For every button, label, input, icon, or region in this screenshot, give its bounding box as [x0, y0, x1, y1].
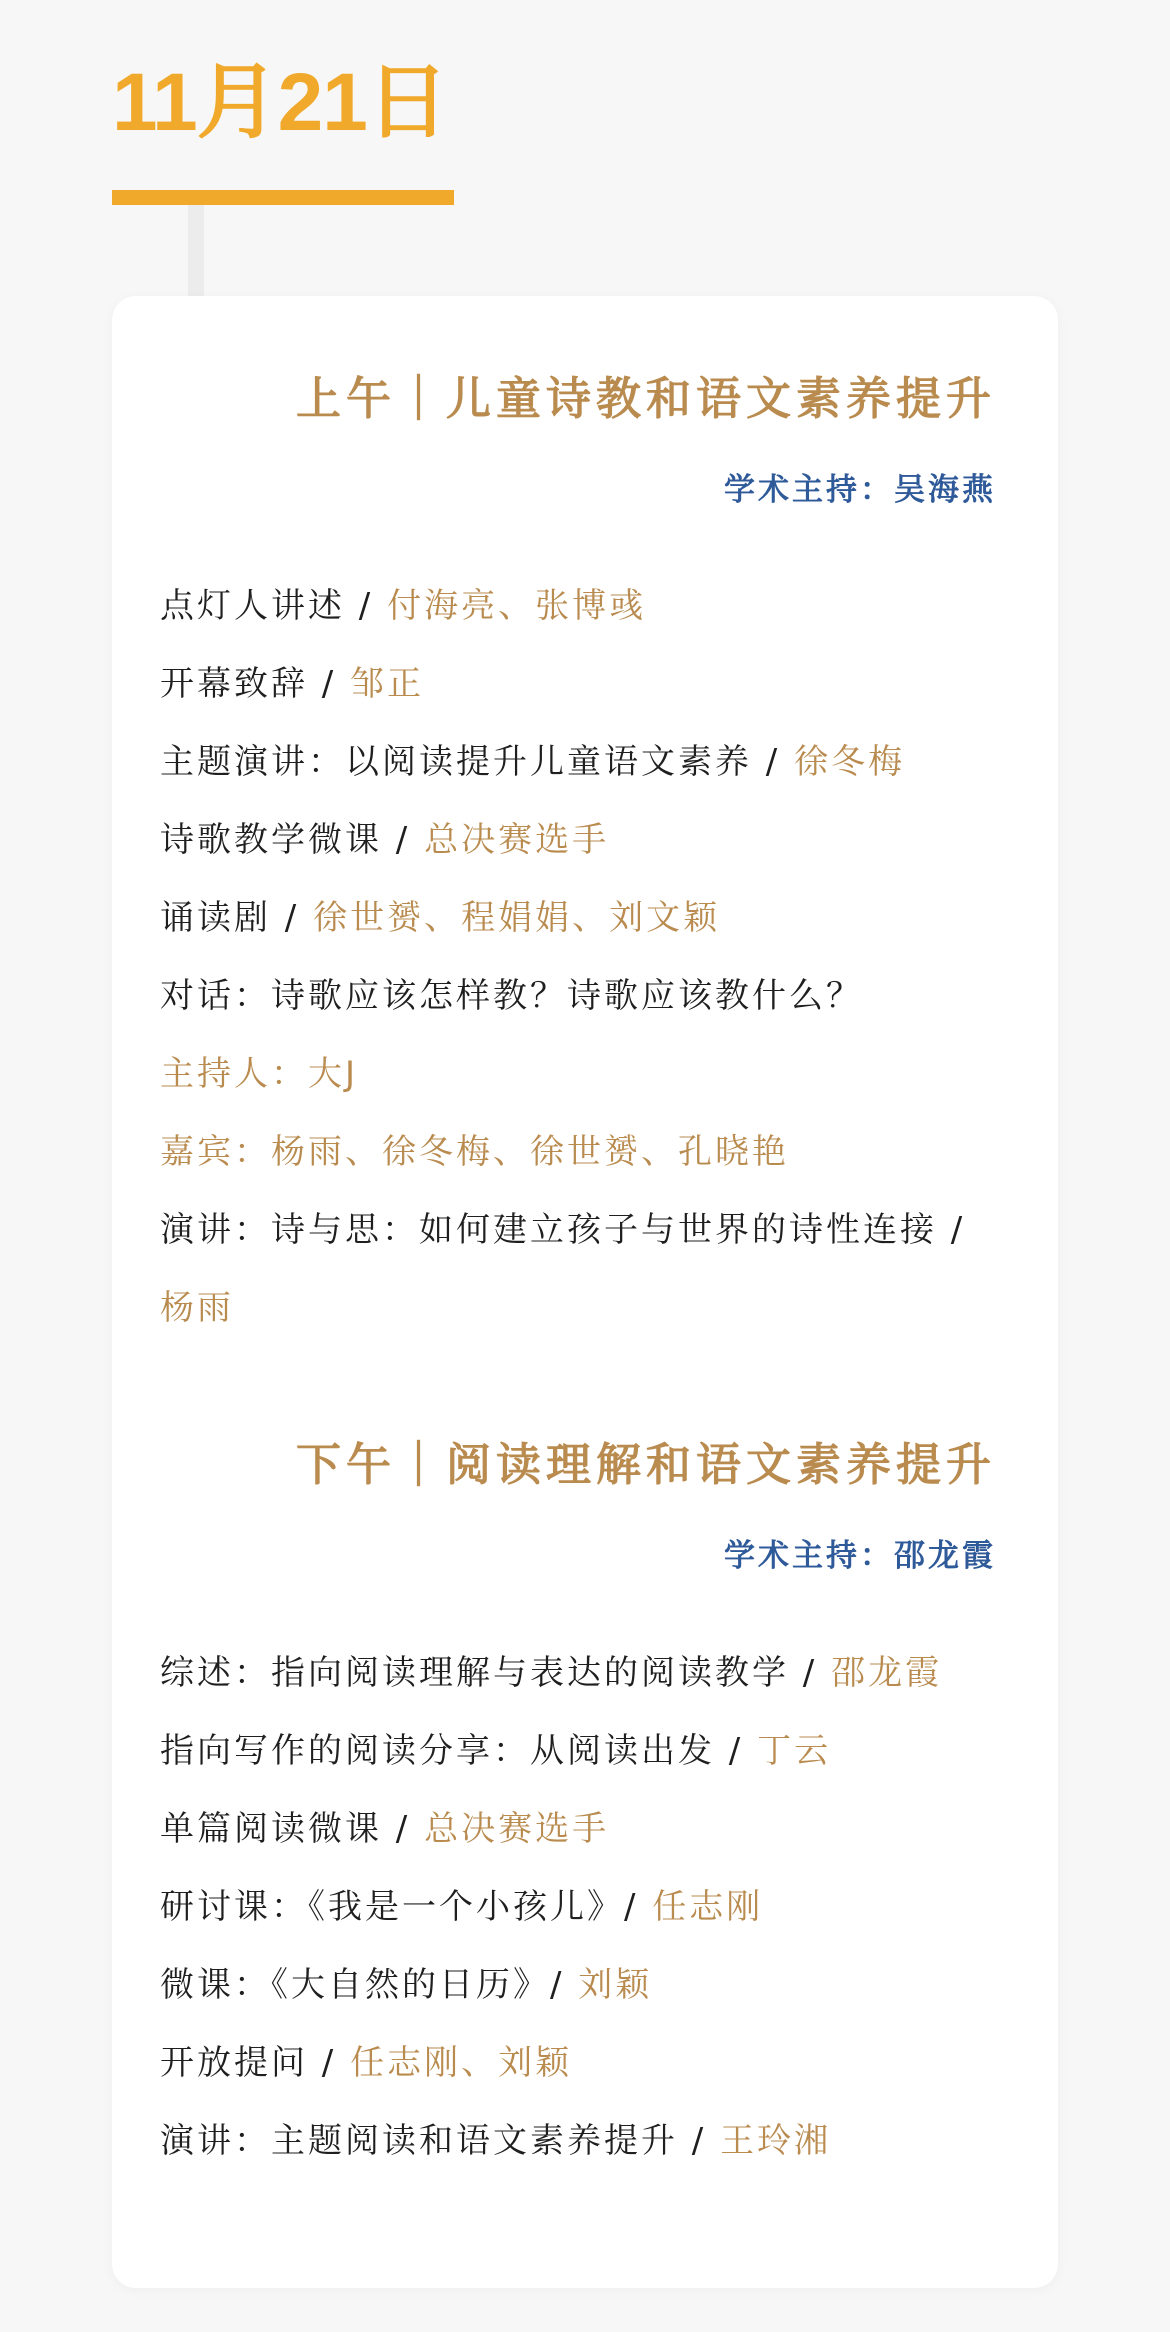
morning-academic-host: 学术主持：吴海燕: [724, 472, 996, 508]
agenda-item: 嘉宾：杨雨、徐冬梅、徐世赟、孔晓艳: [160, 1132, 789, 1172]
timeline-connector: [188, 205, 204, 301]
afternoon-session-title: 下午｜阅读理解和语文素养提升: [295, 1438, 996, 1491]
agenda-item: 主持人：大J: [160, 1054, 359, 1094]
agenda-item: 指向写作的阅读分享：从阅读出发 / 丁云: [160, 1731, 832, 1771]
date-title: 11月21日: [112, 57, 448, 148]
morning-session-title: 上午｜儿童诗教和语文素养提升: [295, 372, 996, 425]
agenda-item: 主题演讲：以阅读提升儿童语文素养 / 徐冬梅: [160, 742, 906, 782]
agenda-item: 对话：诗歌应该怎样教？诗歌应该教什么？: [160, 976, 863, 1016]
afternoon-academic-host: 学术主持：邵龙霞: [724, 1538, 996, 1574]
agenda-item: 诵读剧 / 徐世赟、程娟娟、刘文颖: [160, 898, 721, 938]
schedule-card: [112, 296, 1058, 2288]
agenda-item: 演讲：诗与思：如何建立孩子与世界的诗性连接 / 杨雨: [160, 1210, 966, 1328]
agenda-item: 单篇阅读微课 / 总决赛选手: [160, 1809, 610, 1849]
agenda-item: 综述：指向阅读理解与表达的阅读教学 / 邵龙霞: [160, 1653, 943, 1693]
agenda-item: 开放提问 / 任志刚、刘颖: [160, 2043, 573, 2083]
agenda-item: 诗歌教学微课 / 总决赛选手: [160, 820, 610, 860]
agenda-item: 点灯人讲述 / 付海亮、张博彧: [160, 586, 647, 626]
agenda-item: 演讲：主题阅读和语文素养提升 / 王玲湘: [160, 2121, 832, 2161]
date-underline: [112, 190, 454, 205]
agenda-item: 研讨课：《我是一个小孩儿》/ 任志刚: [160, 1887, 764, 1927]
agenda-item: 微课：《大自然的日历》/ 刘颖: [160, 1965, 653, 2005]
date-header: [112, 57, 448, 148]
afternoon-agenda-list: [160, 1634, 1010, 2180]
morning-agenda-list: [160, 567, 1010, 1347]
agenda-item: 开幕致辞 / 邹正: [160, 664, 425, 704]
